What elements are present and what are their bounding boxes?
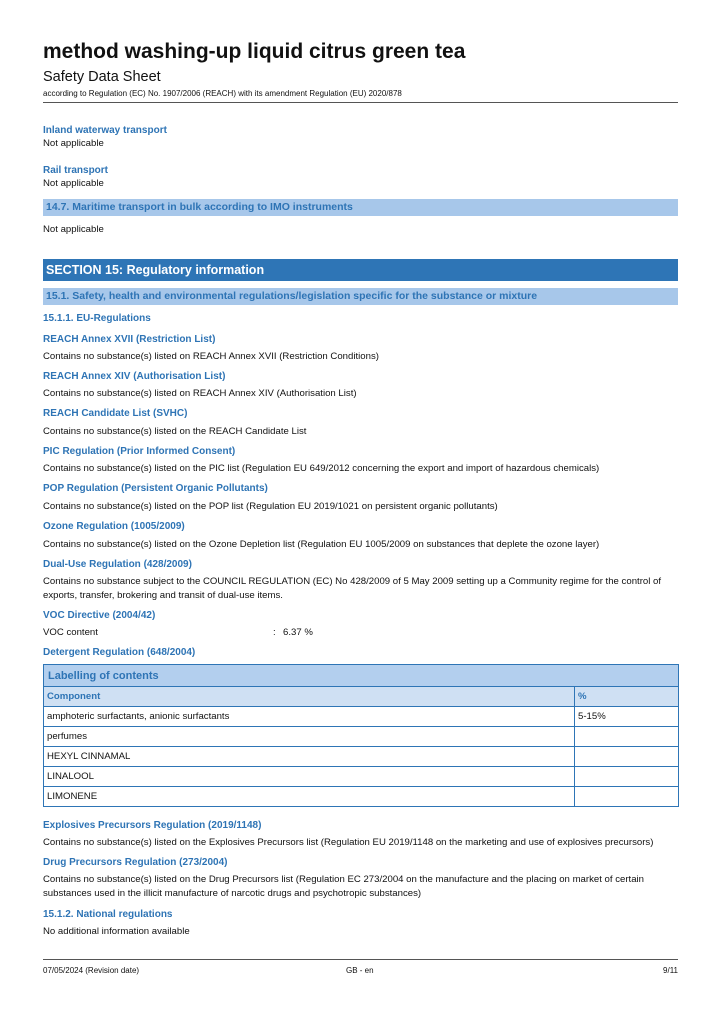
rail-transport-value: Not applicable — [43, 178, 104, 189]
reach-xvii-label: REACH Annex XVII (Restriction List) — [43, 334, 216, 345]
voc-content-key: VOC content — [43, 627, 98, 638]
component-cell: amphoteric surfactants, anionic surfactants — [44, 707, 575, 727]
pop-regulation-label: POP Regulation (Persistent Organic Pollutants) — [43, 483, 268, 494]
column-header-percent: % — [575, 687, 679, 707]
dual-use-text: Contains no substance subject to the COUNCIL REGULATION (EC) No 428/2009 of 5 May 2009 setting up a Community regime for the control of exports, transfer, brokering and transit of dual-use items. — [43, 576, 662, 601]
ozone-regulation-label: Ozone Regulation (1005/2009) — [43, 521, 185, 532]
section-15-heading: SECTION 15: Regulatory information — [46, 263, 265, 277]
subsection-15-1-heading: 15.1. Safety, health and environmental regulations/legislation specific for the substance or mixture — [46, 290, 538, 302]
national-regulations-text: No additional information available — [43, 926, 190, 937]
component-cell: LINALOOL — [44, 767, 575, 787]
header-divider — [43, 102, 678, 103]
inland-waterway-label: Inland waterway transport — [43, 125, 167, 136]
footer-revision-date: 07/05/2024 (Revision date) — [43, 966, 140, 975]
table-row — [44, 787, 679, 807]
regulation-line: according to Regulation (EC) No. 1907/2006 (REACH) with its amendment Regulation (EU) 2020/878 — [43, 89, 402, 98]
imo-value: Not applicable — [43, 224, 104, 235]
table-title: Labelling of contents — [44, 665, 679, 687]
component-cell: LIMONENE — [44, 787, 575, 807]
pic-regulation-label: PIC Regulation (Prior Informed Consent) — [43, 446, 236, 457]
subsection-15-1-bar — [43, 288, 678, 305]
ozone-regulation-text: Contains no substance(s) listed on the Ozone Depletion list (Regulation EU 1005/2009 on substances that deplete the ozone layer) — [43, 539, 600, 550]
section-15-bar — [43, 259, 678, 281]
table-row — [44, 707, 679, 727]
percent-cell — [575, 787, 679, 807]
inland-waterway-value: Not applicable — [43, 138, 104, 149]
rail-transport-label: Rail transport — [43, 165, 109, 176]
table-row — [44, 727, 679, 747]
column-header-component: Component — [44, 687, 575, 707]
reach-svhc-label: REACH Candidate List (SVHC) — [43, 408, 188, 419]
eu-regulations-heading: 15.1.1. EU-Regulations — [43, 313, 151, 324]
imo-subsection-bar — [43, 199, 678, 216]
national-regulations-heading: 15.1.2. National regulations — [43, 909, 173, 920]
footer-divider — [43, 959, 678, 960]
component-cell: perfumes — [44, 727, 575, 747]
footer-language: GB - en — [346, 966, 374, 975]
table-row — [44, 767, 679, 787]
component-cell: HEXYL CINNAMAL — [44, 747, 575, 767]
reach-svhc-text: Contains no substance(s) listed on the REACH Candidate List — [43, 426, 307, 437]
labelling-contents-table — [43, 664, 679, 807]
imo-subsection-heading: 14.7. Maritime transport in bulk according to IMO instruments — [46, 201, 353, 213]
percent-cell: 5-15% — [575, 707, 679, 727]
footer-page-number: 9/11 — [663, 966, 678, 975]
table-row — [44, 747, 679, 767]
voc-content-value: 6.37 % — [283, 627, 313, 638]
drug-precursors-text: Contains no substance(s) listed on the Drug Precursors list (Regulation EC 273/2004 on the manufacture and the placing on market of certain substances used in the illicit manufacture of narcotic drugs and psychotropic substances) — [43, 874, 645, 899]
reach-xiv-label: REACH Annex XIV (Authorisation List) — [43, 371, 226, 382]
drug-precursors-label: Drug Precursors Regulation (273/2004) — [43, 857, 228, 868]
voc-separator: : — [273, 627, 276, 638]
reach-xiv-text: Contains no substance(s) listed on REACH Annex XIV (Authorisation List) — [43, 388, 357, 399]
explosives-precursors-label: Explosives Precursors Regulation (2019/1148) — [43, 820, 262, 831]
explosives-precursors-text: Contains no substance(s) listed on the Explosives Precursors list (Regulation EU 2019/1148 on the marketing and use of explosives precursors) — [43, 837, 654, 848]
voc-directive-label: VOC Directive (2004/42) — [43, 610, 156, 621]
detergent-regulation-label: Detergent Regulation (648/2004) — [43, 647, 196, 658]
percent-cell — [575, 727, 679, 747]
document-title: method washing-up liquid citrus green tea — [43, 40, 466, 63]
percent-cell — [575, 747, 679, 767]
pop-regulation-text: Contains no substance(s) listed on the POP list (Regulation EU 2019/1021 on persistent organic pollutants) — [43, 501, 498, 512]
percent-cell — [575, 767, 679, 787]
pic-regulation-text: Contains no substance(s) listed on the PIC list (Regulation EU 649/2012 concerning the export and import of hazardous chemicals) — [43, 463, 600, 474]
dual-use-label: Dual-Use Regulation (428/2009) — [43, 559, 192, 570]
reach-xvii-text: Contains no substance(s) listed on REACH Annex XVII (Restriction Conditions) — [43, 351, 379, 362]
document-subtitle: Safety Data Sheet — [43, 69, 161, 85]
